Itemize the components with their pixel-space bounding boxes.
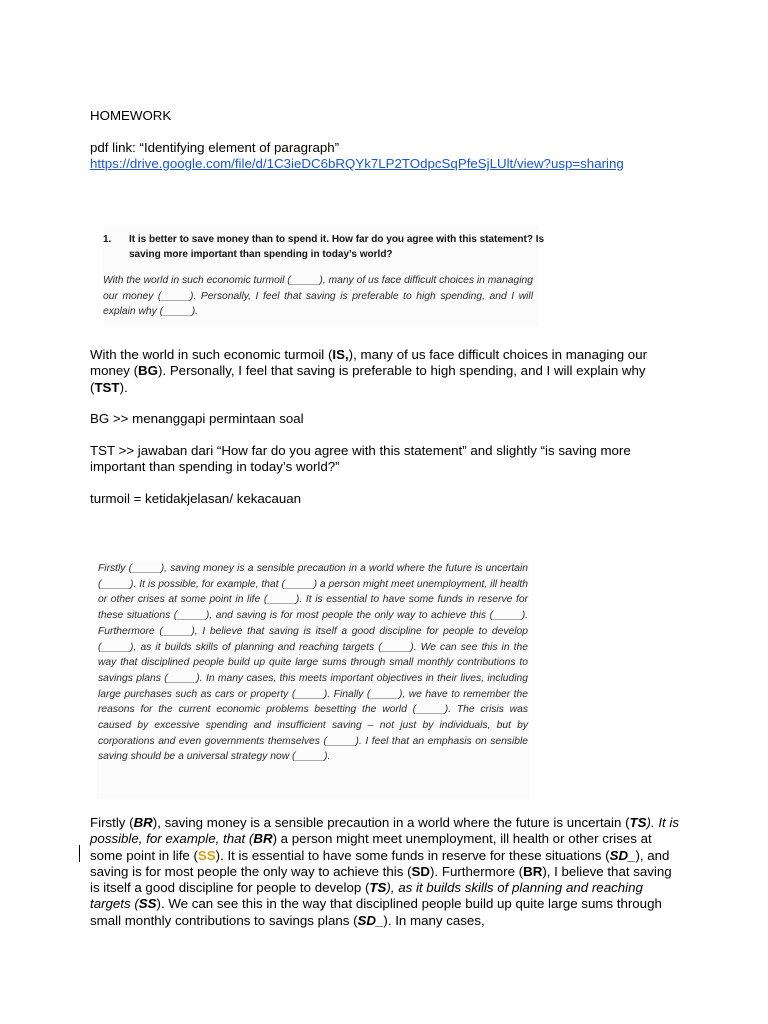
note-bg: BG >> menanggapi permintaan soal <box>90 411 304 426</box>
scanned-paragraph-1: With the world in such economic turmoil (_____), many of us face difficult choices in managing our money (_____). Personally, I feel that saving is preferable to high spending, and I will explain why (_____). <box>103 275 533 318</box>
question-text: It is better to save money than to spend it. How far do you agree with this statement? Is saving more important than spending in today’s world? <box>129 234 545 260</box>
scanned-body-image <box>97 561 530 799</box>
scanned-question-image <box>103 226 545 326</box>
text-cursor <box>79 845 80 862</box>
drive-link[interactable]: https://drive.google.com/file/d/1C3ieDC6bRQYk7LP2TOdpcSqPfeSjLUlt/view?usp=sharing <box>90 156 624 171</box>
pdf-link-label: pdf link: “Identifying element of paragraph” <box>90 140 340 155</box>
annotated-paragraph-2: Firstly (BR), saving money is a sensible precaution in a world where the future is uncertain (TS). It is possible, for example, that (BR) a person might meet unemployment, ill health or other crises at some point in life (SS). It is essential to have some funds in reserve for these situations (SD_), and saving is for most people the only way to achieve this (SD). Furthermore (BR), I believe that saving is itself a good discipline for people to develop (TS), as it builds skills of planning and reaching targets (SS). We can see this in the way that disciplined people build up quite large sums through small monthly contributions to savings plans (SD_). In many cases, <box>90 815 680 928</box>
ss-highlight: SS <box>197 847 216 863</box>
note-tst: TST >> jawaban dari “How far do you agree with this statement” and slightly “is saving more important than spending in today’s world?” <box>90 443 631 475</box>
scanned-paragraph-2: Firstly (_____), saving money is a sensible precaution in a world where the future is uncertain (_____). It is possible, for example, that (_____) a person might meet unemployment, ill health or other crises at some point in life (_____). It is essential to have some funds in reserve for these situations (_____), and saving is for most people the only way to achieve this (_____). Furthermore (_____), I believe that saving is itself a good discipline for people to develop (_____), as it builds skills of planning and reaching targets (_____). We can see this in the way that disciplined people build up quite large sums through small monthly contributions to savings plans (_____). In many cases, this meets important objectives in their lives, including large purchases such as cars or property (_____). Finally (_____), we have to remember the reasons for the current economic problems besetting the world (_____). The crisis was caused by excessive spending and insufficient saving – not just by individuals, but by corporations and even governments themselves (_____). I feel that an emphasis on sensible saving should be a universal strategy now (_____). <box>98 563 528 763</box>
question-number: 1. <box>103 234 112 245</box>
homework-heading: HOMEWORK <box>90 108 172 123</box>
p1-text: ), many of us face difficult choices in managing our money ( <box>90 347 648 379</box>
annotated-paragraph-1: With the world in such economic turmoil (IS,), many of us face difficult choices in managing our money (BG). Personally, I feel that saving is preferable to high spending, and I will explain why (TST). <box>90 347 648 395</box>
note-turmoil: turmoil = ketidakjelasan/ kekacauan <box>90 491 302 506</box>
pdf-link-url[interactable] <box>90 156 680 172</box>
